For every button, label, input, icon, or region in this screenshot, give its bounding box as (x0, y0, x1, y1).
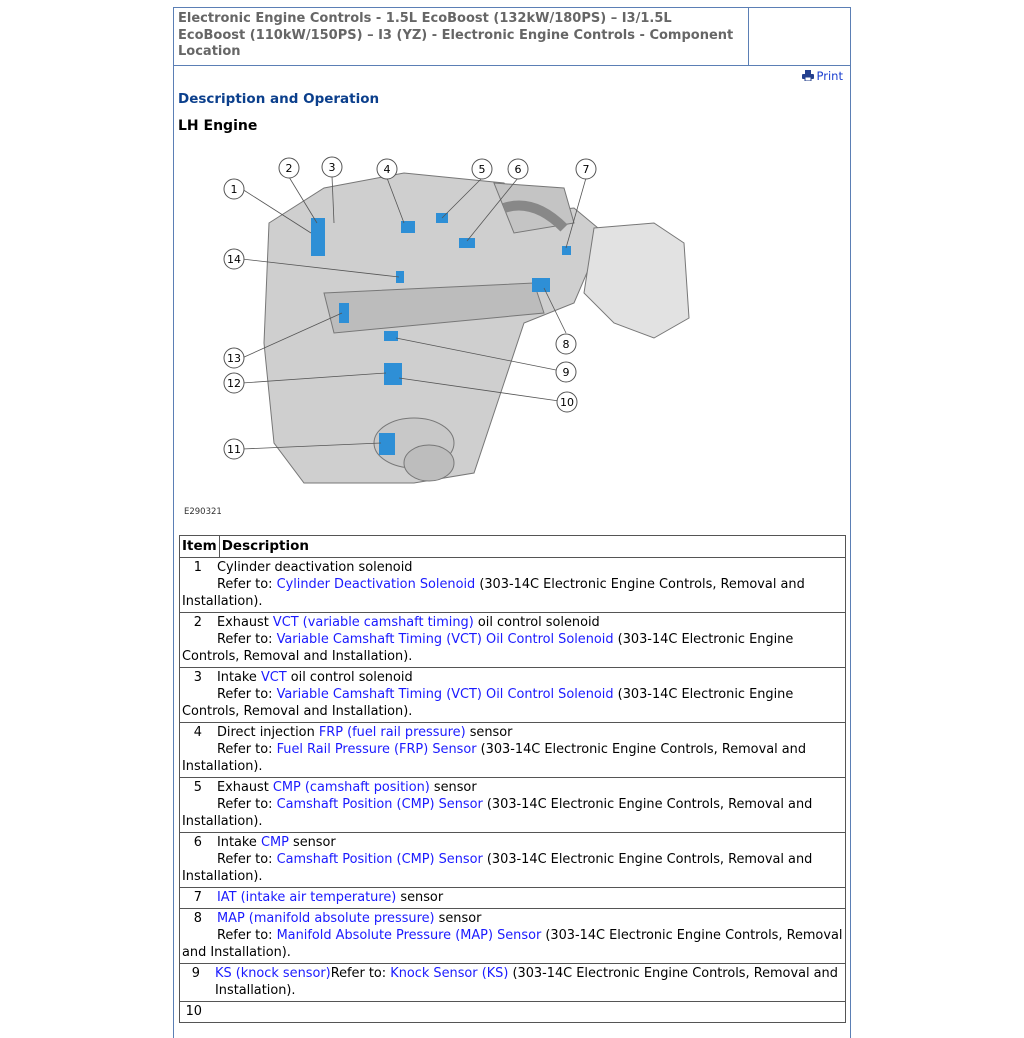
reference-link[interactable]: Cylinder Deactivation Solenoid (276, 577, 476, 592)
refer-label: Refer to: (217, 632, 277, 647)
svg-text:5: 5 (478, 163, 486, 176)
figure-id: E290321 (184, 507, 222, 517)
table-row (180, 909, 846, 964)
print-link[interactable] (802, 69, 843, 83)
term-link[interactable]: IAT (intake air temperature) (217, 890, 397, 905)
table-row (180, 668, 846, 723)
column-header-description: Description (219, 536, 845, 558)
table-row (180, 833, 846, 888)
callout-4 (377, 159, 397, 179)
term-link[interactable]: VCT (variable camshaft timing) (272, 615, 474, 630)
reference-link[interactable]: Knock Sensor (KS) (390, 966, 509, 981)
item-text: Intake (217, 835, 261, 850)
item-description (180, 964, 846, 1002)
refer-label: Refer to: (217, 797, 277, 812)
callout-12 (224, 373, 244, 393)
callout-13 (224, 348, 244, 368)
reference-tail: (303-14C Electronic Engine Controls, Removal and Installation). (182, 852, 813, 884)
item-description (180, 888, 846, 909)
item-text: oil control solenoid (286, 670, 413, 685)
callout-1 (224, 179, 244, 199)
item-text: sensor (465, 725, 513, 740)
callout-5 (472, 159, 492, 179)
refer-label: Refer to: (217, 687, 277, 702)
svg-text:4: 4 (383, 163, 391, 176)
svg-text:14: 14 (227, 253, 241, 266)
engine-body (264, 173, 689, 483)
refer-label: Refer to: (217, 852, 277, 867)
document-header (174, 8, 850, 66)
item-text: sensor (429, 780, 477, 795)
table-row (180, 964, 846, 1002)
item-number: 7 (193, 890, 202, 905)
term-link[interactable]: VCT (260, 670, 287, 685)
item-description (180, 558, 846, 613)
reference-tail: (303-14C Electronic Engine Controls, Removal and Installation). (182, 687, 794, 719)
table-row (180, 1002, 846, 1023)
refer-label: Refer to: (330, 966, 391, 981)
reference-tail: (303-14C Electronic Engine Controls, Removal and Installation). (182, 797, 813, 829)
item-number: 5 (193, 780, 202, 795)
svg-text:6: 6 (514, 163, 522, 176)
refer-label: Refer to: (217, 577, 277, 592)
table-row (180, 558, 846, 613)
svg-text:12: 12 (227, 377, 241, 390)
svg-text:1: 1 (230, 183, 238, 196)
svg-text:8: 8 (562, 338, 570, 351)
item-text: oil control solenoid (473, 615, 600, 630)
callout-2 (279, 158, 299, 178)
item-description (180, 909, 846, 964)
header-divider (748, 8, 749, 65)
item-description (180, 723, 846, 778)
svg-text:13: 13 (227, 352, 241, 365)
section-heading: Description and Operation (178, 91, 380, 107)
reference-tail: (303-14C Electronic Engine Controls, Removal and Installation). (182, 577, 805, 609)
refer-label: Refer to: (217, 928, 277, 943)
callout-3 (322, 157, 342, 177)
component-table (179, 535, 846, 1023)
item-description (180, 668, 846, 723)
term-link[interactable]: MAP (manifold absolute pressure) (217, 911, 435, 926)
table-row (180, 723, 846, 778)
item-number: 1 (193, 560, 202, 575)
reference-tail: (303-14C Electronic Engine Controls, Removal and Installation). (215, 966, 838, 998)
table-row (180, 778, 846, 833)
item-description (180, 613, 846, 668)
item-text: sensor (434, 911, 482, 926)
callout-11 (224, 439, 244, 459)
engine-illustration (174, 143, 850, 513)
item-number: 9 (191, 966, 200, 981)
callout-8 (556, 334, 576, 354)
item-description (180, 1002, 846, 1023)
svg-text:2: 2 (285, 162, 293, 175)
item-text: Cylinder deactivation solenoid (217, 560, 413, 575)
reference-link[interactable]: Camshaft Position (CMP) Sensor (276, 797, 483, 812)
item-number: 2 (193, 615, 202, 630)
subheading: LH Engine (178, 118, 258, 134)
term-link[interactable]: CMP (260, 835, 289, 850)
svg-text:11: 11 (227, 443, 241, 456)
callout-6 (508, 159, 528, 179)
term-link[interactable]: KS (knock sensor) (215, 966, 331, 981)
item-text: Direct injection (217, 725, 319, 740)
callout-7 (576, 159, 596, 179)
item-description (180, 778, 846, 833)
table-row (180, 888, 846, 909)
reference-tail: (303-14C Electronic Engine Controls, Removal and Installation). (182, 928, 843, 960)
item-description (180, 833, 846, 888)
item-number: 4 (193, 725, 202, 740)
svg-text:10: 10 (560, 396, 574, 409)
svg-text:9: 9 (562, 366, 570, 379)
document-page (173, 7, 851, 1038)
item-number: 3 (193, 670, 202, 685)
callout-14 (224, 249, 244, 269)
item-text: Intake (217, 670, 261, 685)
print-label: Print (816, 69, 843, 83)
svg-text:3: 3 (328, 161, 336, 174)
callout-9 (556, 362, 576, 382)
reference-link[interactable]: Variable Camshaft Timing (VCT) Oil Control Solenoid (276, 687, 614, 702)
printer-icon (802, 70, 814, 81)
item-number: 8 (193, 911, 202, 926)
item-text: sensor (396, 890, 444, 905)
term-link[interactable]: FRP (fuel rail pressure) (318, 725, 466, 740)
svg-text:7: 7 (582, 163, 590, 176)
reference-link[interactable]: Fuel Rail Pressure (FRP) Sensor (276, 742, 477, 757)
reference-link[interactable]: Camshaft Position (CMP) Sensor (276, 852, 483, 867)
reference-link[interactable]: Manifold Absolute Pressure (MAP) Sensor (276, 928, 542, 943)
reference-tail: (303-14C Electronic Engine Controls, Removal and Installation). (182, 632, 794, 664)
refer-label: Refer to: (217, 742, 277, 757)
item-text: Exhaust (217, 615, 273, 630)
callout-10 (557, 392, 577, 412)
page-title: Electronic Engine Controls - 1.5L EcoBoost (132kW/180PS) – I3/1.5L EcoBoost (110kW/150PS) – I3 (YZ) - Electronic Engine Controls - Component Location (178, 11, 734, 59)
item-text: Exhaust (217, 780, 273, 795)
item-number: 6 (193, 835, 202, 850)
column-header-item: Item (180, 536, 220, 558)
item-text: sensor (288, 835, 336, 850)
term-link[interactable]: CMP (camshaft position) (272, 780, 430, 795)
reference-tail: (303-14C Electronic Engine Controls, Removal and Installation). (182, 742, 807, 774)
item-number: 10 (185, 1004, 202, 1019)
table-row (180, 613, 846, 668)
reference-link[interactable]: Variable Camshaft Timing (VCT) Oil Control Solenoid (276, 632, 614, 647)
